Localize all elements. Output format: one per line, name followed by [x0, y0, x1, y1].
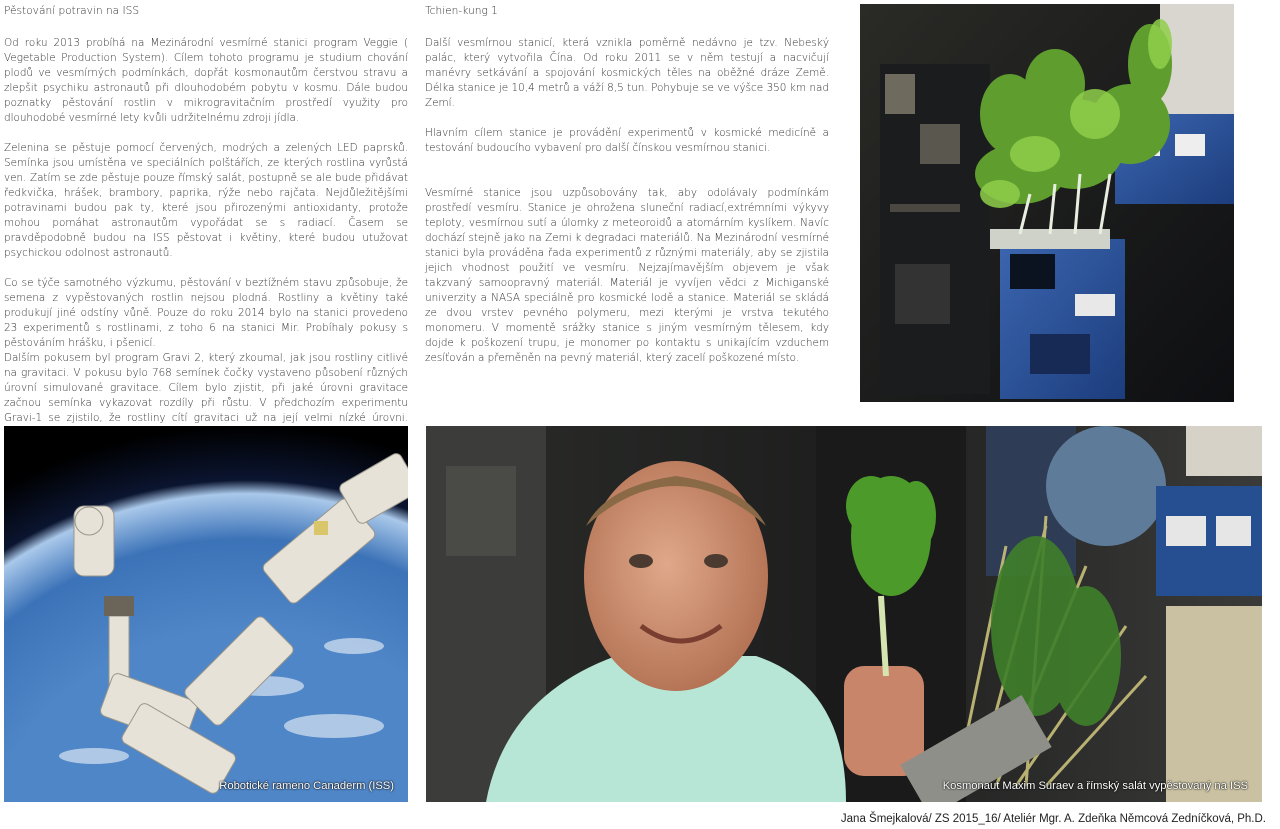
paragraph: Dalším pokusem byl program Gravi 2, který zkoumal, jak jsou rostliny citlivé na gravitaci. V pokusu bylo 768 semínek čočky vystaveno působení různých úrovní simulované gravitace. Cílem bylo zjistit, při jaké úrovni gravitace začnou semínka vykazovat rozdíly při růstu. V předchozím experimentu Gravi-1 se zjistilo, že rostliny cítí gravitaci už na její velmi nízké úrovni. [4, 352, 408, 424]
paragraph: Co se týče samotného výzkumu, pěstování v beztížném stavu způsobuje, že semena z vypěstovaných rostlin nejsou plodná. Rostliny a květiny také produkují jiné odstíny vůně. Pouze do roku 2014 bylo na stanici provedeno 23 experimentů s rostlinami, z toho 6 na stanici Mir. Probíhaly pokusy s pěstováním hrášku, i pšenicí. [4, 277, 408, 349]
paragraph: Zelenina se pěstuje pomocí červených, modrých a zelených LED paprsků. Semínka jsou umístěna ve speciálních polštářích, ze kterých rostlina vyrůstá ven. Zatím se zde pěstuje pouze římský salát, postupně se ale bude přidávat ředkvička, hrášek, brambory, paprika, rýže nebo rajčata. Nejdůležitějšími potravinami budou pak ty, které jsou přirozenými antioxidanty, protože mohou pomáhat astronautům vypořádat se s radiací. Časem se pravděpodobně budou na ISS pěstovat i květiny, které budou utužovat psychickou odolnost astronautů. [4, 142, 408, 259]
paragraph: Hlavním cílem stanice je provádění experimentů v kosmické medicíně a testování budoucího vybavení pro další čínskou vesmírnou stanici. [425, 127, 829, 154]
left-text-column [4, 4, 408, 471]
author-footer: Jana Šmejkalová/ ZS 2015_16/ Ateliér Mgr. A. Zdeňka Němcová Zedníčková, Ph.D. [840, 813, 1266, 825]
cosmonaut-caption: Kosmonaut Maxim Suraev a římský salát vypěstovaný na ISS [942, 780, 1248, 792]
paragraph: Vesmírné stanice jsou uzpůsobovány tak, aby odolávaly podmínkám prostředí vesmíru. Stanice je ohrožena sluneční radiací,extrémními výkyvy teploty, vesmírnou sutí a úlomky z meteoroidů a atomárním kyslíkem. Navíc dochází stejně jako na Zemi k degradaci materiálů. Na Mezinárodní vesmírné stanici byla prováděna řada experimentů z různými materiály, aby se zjistila jejich vhodnost použití ve vesmíru. Nejzajímavějším objevem je však takzvaný samoopravný materiál. Materiál je vyvíjen vědci z Michiganské univerzity a NASA speciálně pro kosmické lodě a stanice. Materiál se skládá ze dvou vrstev pevného polymeru, mezi kterými je vrstva tekutého monomeru. V momentě srážky stanice s jiným vesmírným tělesem, kdy dojde k poškození trupu, je monomer po kontaktu s unikajícím vzduchem zesíťován a přeměněn na pevný materiál, který zacelí poškozené místo. [425, 187, 829, 364]
robotic-arm-caption: Robotické rameno Canaderm (ISS) [219, 780, 394, 792]
robotic-arm-photo [4, 426, 408, 802]
middle-text-column [425, 4, 829, 381]
section-title-iss-food: Pěstování potravin na ISS [4, 5, 140, 17]
section-title-tiangong: Tchien-kung 1 [425, 5, 498, 17]
paragraph: Další vesmírnou stanicí, která vznikla poměrně nedávno je tzv. Nebeský palác, který vytvořila Čína. Od roku 2011 se v něm testují a nacvičují manévry setkávání a spojování kosmických těles na oběžné dráze Země. Délka stanice je 10,4 metrů a váží 8,5 tun. Pohybuje se ve výšce 350 km nad Zemí. [425, 37, 829, 109]
paragraph: Od roku 2013 probíhá na Mezinárodní vesmírné stanici program Veggie ( Vegetable Production System). Cílem tohoto programu je studium chování plodů ve vesmírných podmínkách, dopřát kosmonautům čerstvou stravu a zlepšit psychiku astronautů při dlouhodobém pobytu v kosmu. Dále budou poznatky pěstování rostlin v mikrogravitačním prostředí využity pro dlouhodobé vesmírné lety kvůli udržitelnému zdroji jídla. [4, 37, 408, 124]
cosmonaut-photo [426, 426, 1262, 802]
veggie-plant-photo [860, 4, 1234, 402]
